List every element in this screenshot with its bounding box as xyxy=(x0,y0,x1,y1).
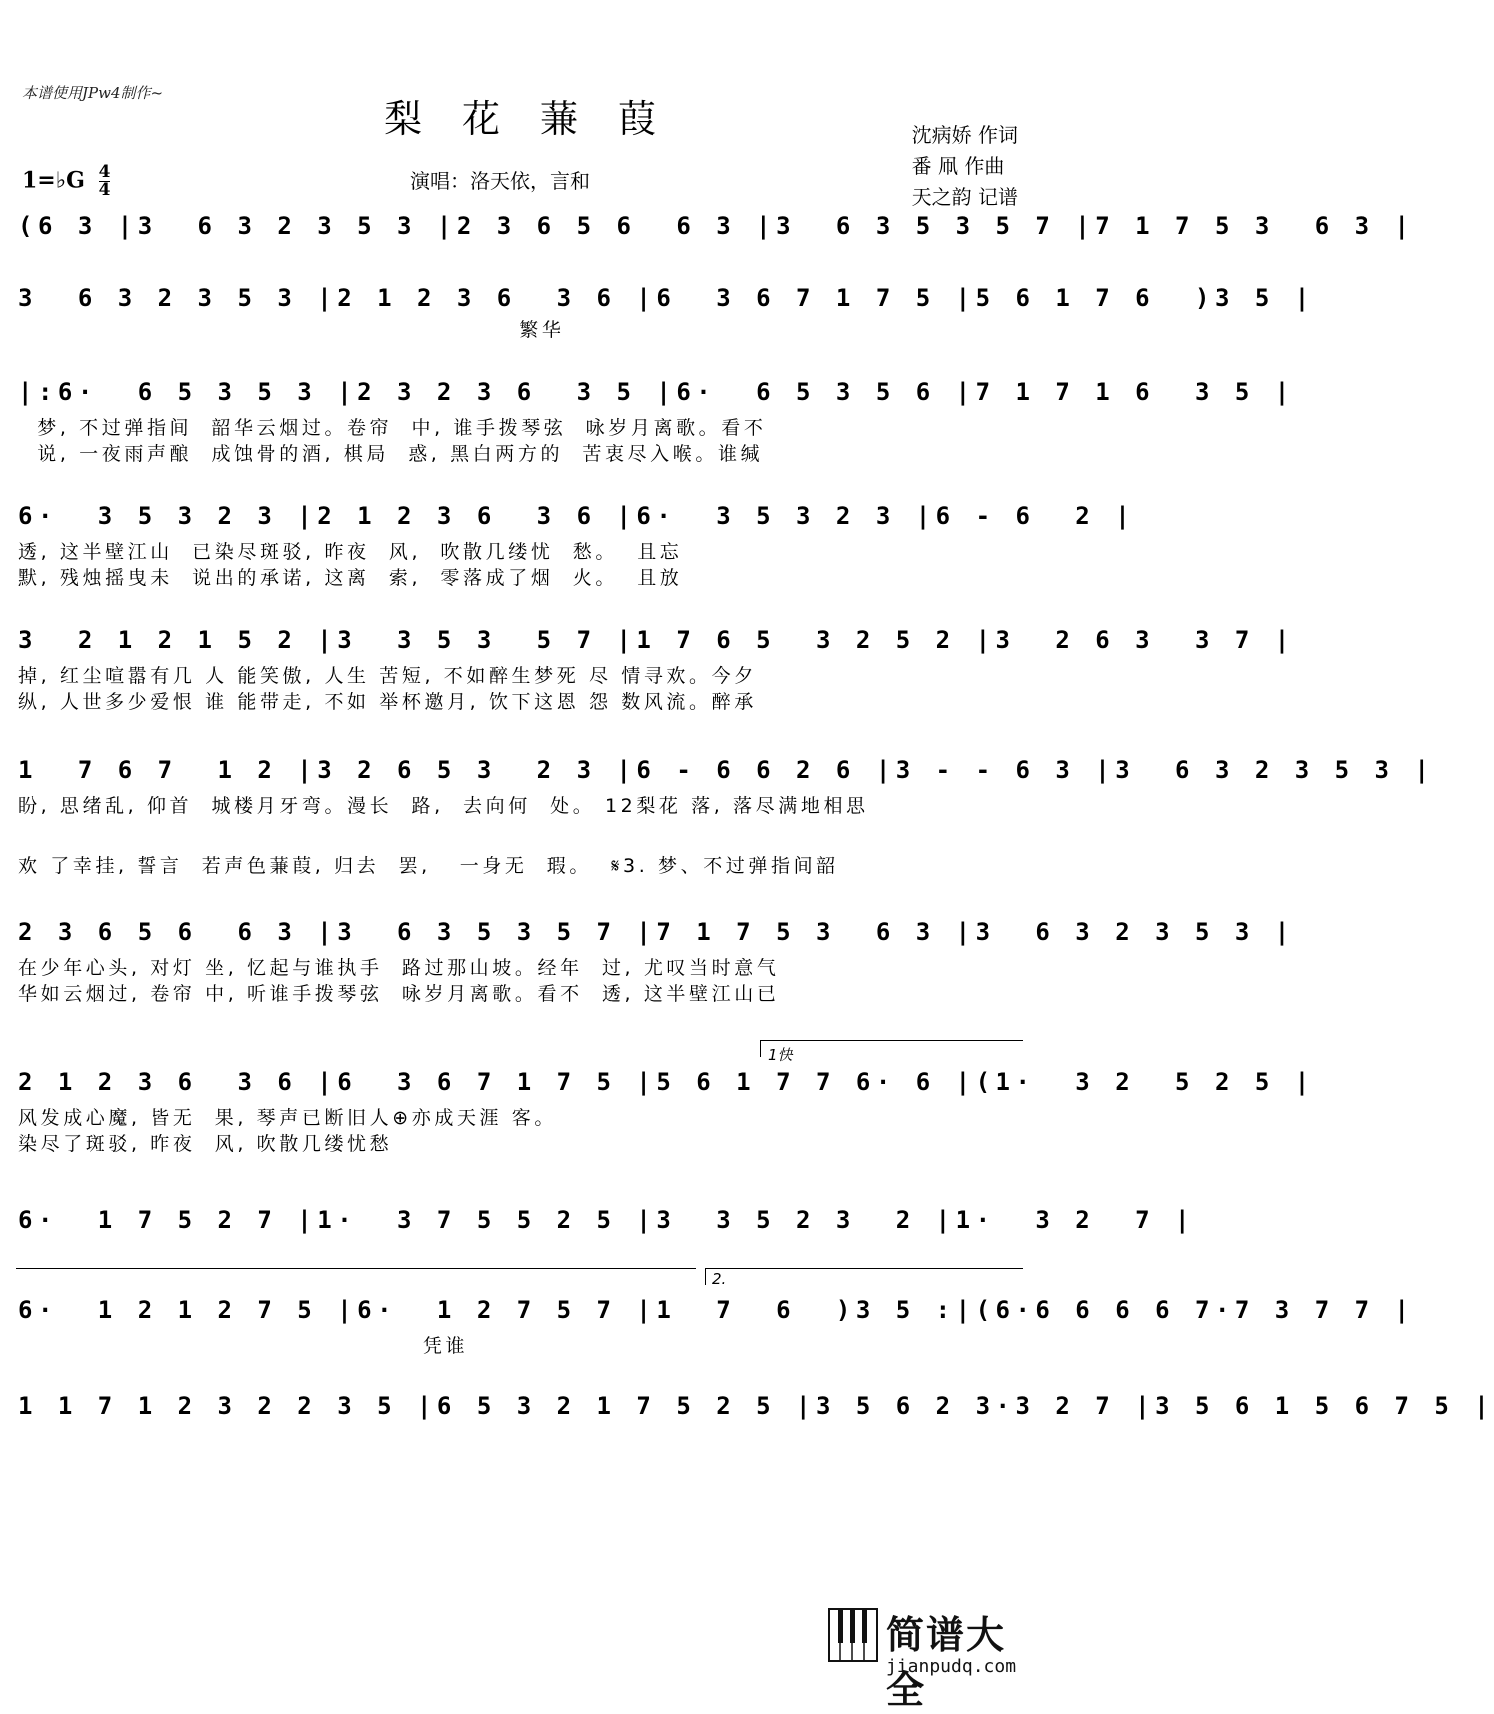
score-line-2 xyxy=(18,278,1315,348)
score-line-6 xyxy=(18,750,1435,890)
score-line-1 xyxy=(18,206,1415,266)
piano-keys-icon xyxy=(828,1608,878,1662)
score-line-10 xyxy=(18,1290,1415,1370)
score-line-4 xyxy=(18,496,1136,596)
notes-line-3: |:6· 6 5 3 5 3 |2 3 2 3 6 3 5 |6· 6 5 3 5 6 |7 1 7 1 6 3 5 | xyxy=(18,378,1295,406)
song-title: 梨花蒹葭 xyxy=(383,97,696,141)
notes-line-7: 2 3 6 5 6 6 3 |3 6 3 5 3 5 7 |7 1 7 5 3 6 3 |3 6 3 2 3 5 3 | xyxy=(18,918,1295,946)
lyric-line-5b: 纵, 人世多少爱恨 谁 能带走, 不如 举杯邀月, 饮下这恩 怨 数风流。醉承 xyxy=(18,691,757,713)
notes-line-9: 6· 1 7 5 2 7 |1· 3 7 5 5 2 5 |3 3 5 2 3 2 |1· 3 2 7 | xyxy=(18,1206,1196,1234)
credits xyxy=(912,120,1018,213)
singer-credit: 演唱：洛天依，言和 xyxy=(410,169,590,193)
lyric-line-2a: 繁华 xyxy=(18,319,565,341)
score-line-3 xyxy=(18,372,1295,472)
watermark-url: jianpudq.com xyxy=(886,1656,1017,1677)
lyric-line-3b: 说, 一夜雨声酿 成蚀骨的酒, 棋局 惑, 黑白两方的 苦衷尽入喉。谁缄 xyxy=(18,443,764,465)
watermark-name: 简谱大全 xyxy=(886,1613,1007,1712)
volta-2-label: 2. xyxy=(712,1270,727,1288)
lyric-line-10a: 凭谁 xyxy=(18,1335,469,1357)
score-line-11 xyxy=(18,1386,1494,1436)
volta-1-continuation xyxy=(16,1268,696,1285)
score-line-9 xyxy=(18,1200,1196,1250)
volta-2-bracket xyxy=(705,1268,1023,1285)
lyric-line-6a: 盼, 思绪乱, 仰首 城楼月牙弯。漫长 路, 去向何 处。 12梨花 落, 落尽满地相思 xyxy=(18,795,869,817)
transcriber-credit: 天之韵 记谱 xyxy=(911,185,1018,209)
lyric-line-4a: 透, 这半壁江山 已染尽斑驳, 昨夜 风, 吹散几缕忧 愁。 且忘 xyxy=(18,541,683,563)
key-label: 1=♭G xyxy=(22,167,85,194)
time-top: 4 xyxy=(98,162,111,182)
lyric-line-7a: 在少年心头, 对灯 坐, 忆起与谁执手 路过那山坡。经年 过, 尤叹当时意气 xyxy=(18,957,780,979)
notes-line-5: 3 2 1 2 1 5 2 |3 3 5 3 5 7 |1 7 6 5 3 2 5 2 |3 2 6 3 3 7 | xyxy=(18,626,1295,654)
lyric-line-3a: 梦, 不过弹指间 韶华云烟过。卷帘 中, 谁手拨琴弦 咏岁月离歌。看不 xyxy=(18,417,767,439)
composer-credit: 番 凧 作曲 xyxy=(911,154,1005,178)
notes-line-2: 3 6 3 2 3 5 3 |2 1 2 3 6 3 6 |6 3 6 7 1 7 5 |5 6 1 7 6 )3 5 | xyxy=(18,284,1315,312)
lyric-line-8a: 风发成心魔, 皆无 果, 琴声已断旧人⊕亦成天涯 客。 xyxy=(18,1107,557,1129)
notes-line-10: 6· 1 2 1 2 7 5 |6· 1 2 7 5 7 |1 7 6 )3 5 :|(6·6 6 6 6 7·7 3 7 7 | xyxy=(18,1296,1415,1324)
time-bottom: 4 xyxy=(98,180,111,200)
lyric-line-8b: 染尽了斑驳, 昨夜 风, 吹散几缕忧愁 xyxy=(18,1133,393,1155)
time-signature xyxy=(99,164,111,199)
notes-line-11: 1 1 7 1 2 3 2 2 3 5 |6 5 3 2 1 7 5 2 5 |3 5 6 2 3·3 2 7 |3 5 6 1 5 6 7 5 | xyxy=(18,1392,1494,1420)
score-line-5 xyxy=(18,620,1295,720)
notes-line-8: 2 1 2 3 6 3 6 |6 3 6 7 1 7 5 |5 6 1 7 7 6· 6 |(1· 3 2 5 2 5 | xyxy=(18,1068,1315,1096)
volta-1-bracket xyxy=(760,1040,1023,1057)
lyric-line-4b: 默, 残烛摇曳未 说出的承诺, 这离 索, 零落成了烟 火。 且放 xyxy=(18,567,683,589)
watermark xyxy=(828,1600,1018,1712)
score-line-8 xyxy=(18,1062,1315,1162)
notes-line-4: 6· 3 5 3 2 3 |2 1 2 3 6 3 6 |6· 3 5 3 2 3 |6 - 6 2 | xyxy=(18,502,1136,530)
software-note: 本谱使用JPw4制作~ xyxy=(22,84,164,102)
volta-1-label: 1快 xyxy=(768,1046,793,1064)
notes-line-1: (6 3 |3 6 3 2 3 5 3 |2 3 6 5 6 6 3 |3 6 3 5 3 5 7 |7 1 7 5 3 6 3 | xyxy=(18,212,1415,240)
lyric-line-6c: 欢 了幸挂, 誓言 若声色蒹葭, 归去 罢, 一身无 瑕。 𝄋3. 梦、不过弹指间韶 xyxy=(18,855,839,877)
key-signature xyxy=(22,164,110,199)
lyricist-credit: 沈病娇 作词 xyxy=(911,123,1018,147)
lyric-line-7b: 华如云烟过, 卷帘 中, 听谁手拨琴弦 咏岁月离歌。看不 透, 这半壁江山已 xyxy=(18,983,780,1005)
lyric-line-5a: 掉, 红尘喧嚣有几 人 能笑傲, 人生 苦短, 不如醉生梦死 尽 情寻欢。今夕 xyxy=(18,665,757,687)
score-line-7 xyxy=(18,912,1295,1012)
notes-line-6: 1 7 6 7 1 2 |3 2 6 5 3 2 3 |6 - 6 6 2 6 |3 - - 6 3 |3 6 3 2 3 5 3 | xyxy=(18,756,1435,784)
